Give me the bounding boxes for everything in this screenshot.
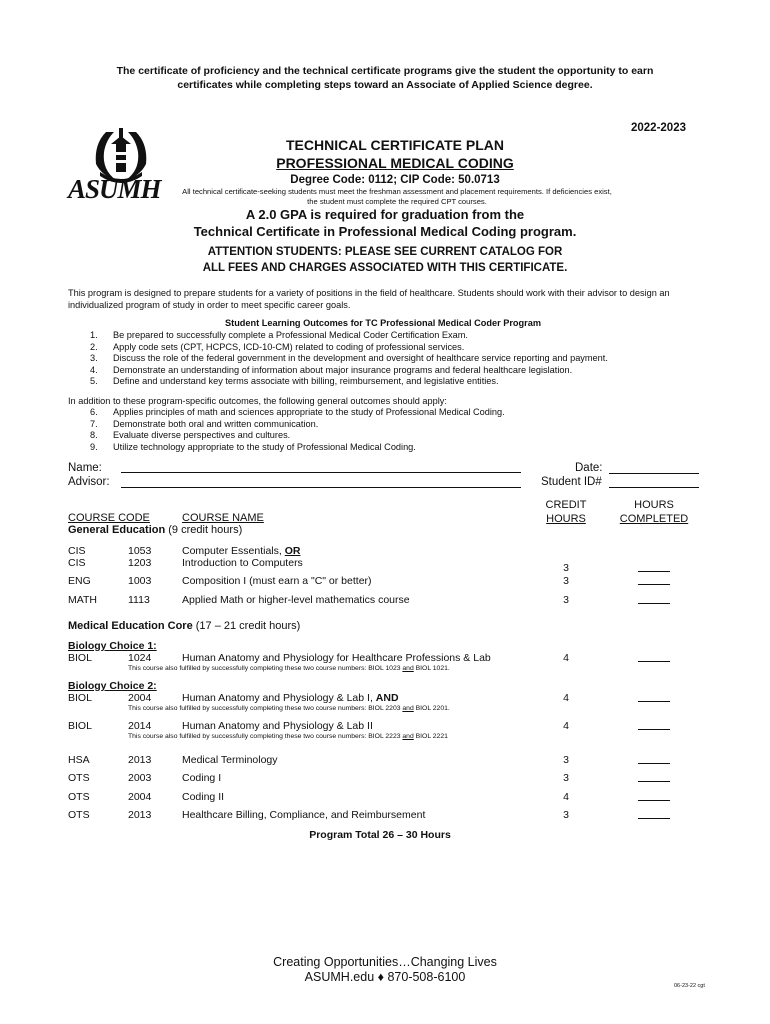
hours-completed-blank[interactable]: [638, 594, 670, 604]
intro-text: The certificate of proficiency and the technical certificate programs give the student the opportunity to earn certificates while completing steps toward an Associate of Applied Science degree.: [116, 65, 654, 91]
table-row: HSA 2013 Medical Terminology 3: [0, 754, 770, 766]
general-outcomes-intro: In addition to these program-specific outcomes, the following general outcomes should apply:: [68, 396, 447, 406]
hours-completed-blank[interactable]: [638, 809, 670, 819]
program-description: This program is designed to prepare students for a variety of positions in the field of healthcare. Students should work with their advisor to design an individualized program of study in order to meet specific career goals.: [68, 288, 670, 310]
gpa-requirement-line1: A 2.0 GPA is required for graduation from the: [245, 207, 525, 222]
list-item: 2. Apply code sets (CPT, HCPCS, ICD-10-CM) related to coding of professional services.: [90, 341, 465, 352]
list-item: 6. Applies principles of math and sciences appropriate to the study of Professional Medical Coding.: [90, 407, 505, 417]
biology-1-note: This course also fulfilled by successfully completing these two course numbers: BIOL 1023 and BIOL 1021.: [128, 665, 450, 672]
advisor-label: Advisor:: [68, 476, 110, 488]
hours-completed-blank[interactable]: [638, 720, 670, 730]
medical-core-heading: Medical Education Core (17 – 21 credit hours): [68, 620, 301, 632]
hours-completed-blank[interactable]: [638, 754, 670, 764]
credit-hours-header: CREDIT HOURS: [545, 499, 587, 525]
table-row: CIS 1203 Introduction to Computers 3: [0, 557, 770, 569]
revision-code: 06-23-22 cgt: [674, 983, 705, 989]
table-row: BIOL 2004 Human Anatomy and Physiology & Lab I, AND 4: [0, 692, 770, 704]
name-field[interactable]: [121, 472, 521, 473]
list-item: 8. Evaluate diverse perspectives and cultures.: [90, 430, 291, 440]
footer-tagline: Creating Opportunities…Changing Lives: [273, 955, 497, 969]
student-id-field[interactable]: [609, 487, 699, 488]
asumh-logo: [66, 122, 176, 204]
biology-2-note: This course also fulfilled by successfully completing these two course numbers: BIOL 2203 and BIOL 2201.: [128, 705, 450, 712]
table-row: BIOL 1024 Human Anatomy and Physiology for Healthcare Professions & Lab 4: [0, 652, 770, 664]
biology-3-note: This course also fulfilled by successfully completing these two course numbers: BIOL 2223 and BIOL 2221: [128, 733, 448, 740]
table-row: OTS 2013 Healthcare Billing, Compliance, and Reimbursement 3: [0, 809, 770, 821]
date-label: Date:: [575, 462, 603, 474]
table-row: BIOL 2014 Human Anatomy and Physiology & Lab II 4: [0, 720, 770, 732]
program-title: PROFESSIONAL MEDICAL CODING: [276, 155, 514, 171]
assessment-note: All technical certificate-seeking students must meet the freshman assessment and placement requirements. If deficiencies exist, the student must complete the required CPT courses.: [182, 187, 612, 206]
table-row: MATH 1113 Applied Math or higher-level mathematics course 3: [0, 594, 770, 606]
slo-heading: Student Learning Outcomes for TC Professional Medical Coder Program: [225, 318, 541, 328]
general-outcomes-list: [68, 407, 708, 453]
table-row: OTS 2004 Coding II 4: [0, 791, 770, 803]
course-code-header: COURSE CODE: [68, 512, 150, 524]
table-row: CIS 1053 Computer Essentials, OR: [68, 545, 301, 557]
list-item: 7. Demonstrate both oral and written communication.: [90, 418, 319, 429]
plan-title: TECHNICAL CERTIFICATE PLAN: [285, 137, 505, 153]
general-education-heading: General Education (9 credit hours): [68, 524, 243, 536]
degree-code: Degree Code: 0112; CIP Code: 50.0713: [290, 174, 500, 186]
hours-completed-blank[interactable]: [638, 692, 670, 702]
advisor-field[interactable]: [121, 487, 521, 488]
program-total: Program Total 26 – 30 Hours: [309, 829, 451, 841]
hours-completed-blank[interactable]: [638, 562, 670, 572]
biology-choice-2-label: Biology Choice 2:: [68, 680, 157, 692]
footer-contact: ASUMH.edu ♦ 870-508-6100: [304, 970, 466, 984]
biology-choice-1-label: Biology Choice 1:: [68, 640, 157, 652]
list-item: 4. Demonstrate an understanding of information about major insurance programs and federal healthcare legislation.: [90, 364, 573, 375]
list-item: 9. Utilize technology appropriate to the study of Professional Medical Coding.: [90, 441, 416, 452]
hours-completed-blank[interactable]: [638, 652, 670, 662]
course-name-header: COURSE NAME: [182, 512, 264, 524]
academic-year: 2022-2023: [631, 122, 686, 134]
logo-wordmark: ASUMH: [68, 174, 161, 204]
table-row: OTS 2003 Coding I 3: [0, 772, 770, 784]
list-item: 1. Be prepared to successfully complete a Professional Medical Coder Certification Exam.: [90, 330, 468, 340]
table-row: ENG 1003 Composition I (must earn a "C" or better) 3: [0, 575, 770, 587]
name-label: Name:: [68, 462, 102, 474]
attention-line1: ATTENTION STUDENTS: PLEASE SEE CURRENT CATALOG FOR: [207, 246, 563, 258]
date-field[interactable]: [609, 473, 699, 474]
list-item: 3. Discuss the role of the federal government in the development and oversight of healthcare service reporting and payment.: [90, 353, 608, 363]
slo-list: [68, 330, 708, 388]
list-item: 5. Define and understand key terms associate with billing, reimbursement, and legislative entities.: [90, 376, 499, 386]
hours-completed-blank[interactable]: [638, 575, 670, 585]
hours-completed-blank[interactable]: [638, 791, 670, 801]
student-id-label: Student ID#: [541, 476, 602, 488]
hours-completed-header: HOURS COMPLETED: [619, 499, 689, 525]
gpa-requirement-line2: Technical Certificate in Professional Medical Coding program.: [193, 224, 577, 239]
hours-completed-blank[interactable]: [638, 772, 670, 782]
attention-line2: ALL FEES AND CHARGES ASSOCIATED WITH THIS CERTIFICATE.: [202, 262, 568, 274]
